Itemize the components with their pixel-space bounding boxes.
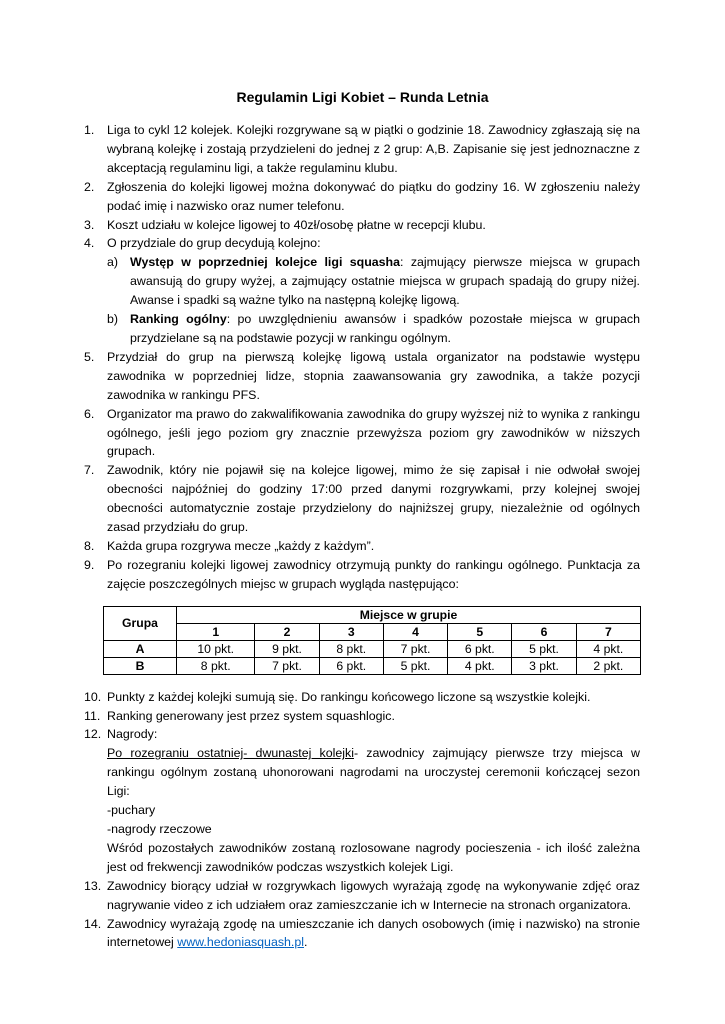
rule-item-8: [84, 537, 640, 556]
rule-text: Zawodnik, który nie pojawił się na kolejce ligowej, mimo że się zapisał i nie odwołał swojej obecności najpóźniej do godziny 17:00 przed danymi rozgrywkami, przy kolejnej swojej obecności automatycznie zostaje przydzielony do najniższej grupy, niezależnie od ogólnych zasad przydziału do grup.: [107, 463, 640, 535]
points-cell: 9 pkt.: [255, 640, 319, 657]
rules-list: [84, 121, 640, 952]
website-link[interactable]: www.hedoniasquash.pl: [177, 935, 305, 950]
rule-text: O przydziale do grup decydują kolejno:: [107, 236, 321, 251]
prizes-text: - zawodnicy zajmujący pierwsze trzy miejsca w rankingu ogólnym zostaną uhonorowani nagrodami na uroczystej ceremonii kończącej sezon Ligi:: [107, 746, 640, 799]
rule-item-6: [84, 405, 640, 462]
rule-number: 6.: [84, 406, 95, 421]
points-cell: 7 pkt.: [255, 657, 319, 674]
prize-line: -puchary: [107, 803, 156, 818]
table-header-row: [104, 606, 641, 623]
rule-text: Nagrody:: [107, 727, 158, 742]
sub-item-heading: Ranking ogólny: [130, 312, 227, 327]
rule-text: Zawodnicy wyrażają zgodę na umieszczanie ich danych osobowych (imię i nazwisko) na stronie internetowej: [107, 916, 640, 950]
consolation-prizes: Wśród pozostałych zawodników zostaną rozlosowane nagrody pocieszenia - ich ilość zależna jest od frekwencji zawodników podczas wszystkich kolejek Ligi.: [107, 840, 640, 874]
rule-number: 11.: [84, 708, 101, 723]
points-table-wrapper: [103, 606, 640, 675]
rule-text: Punkty z każdej kolejki sumują się. Do rankingu końcowego liczone są wszystkie kolejki.: [107, 689, 591, 704]
sub-item-letter: a): [107, 255, 119, 270]
points-cell: 6 pkt.: [319, 657, 383, 674]
points-cell: 8 pkt.: [319, 640, 383, 657]
rule-number: 1.: [84, 123, 95, 137]
rule-text-end: .: [304, 935, 308, 950]
rule-number: 12.: [84, 727, 102, 742]
place-number: 3: [319, 623, 383, 640]
sub-item-text: : zajmujący pierwsze miejsca w grupach awansują do grupy wyżej, a zajmujący ostatnie miejsca w grupach spadają do grupy niżej. Awanse i spadki są ważne tylko na następną kolejkę ligową.: [130, 255, 641, 308]
document-title: Regulamin Ligi Kobiet – Runda Letnia: [236, 89, 489, 105]
rule-item-9: [84, 556, 640, 594]
rule-text: Zgłoszenia do kolejki ligowej można dokonywać do piątku do godziny 16. W zgłoszeniu należy podać imię i nazwisko oraz numer telefonu.: [107, 179, 640, 213]
rule-number: 5.: [84, 349, 95, 364]
place-number: 5: [448, 623, 512, 640]
rule-item-10: [84, 688, 640, 707]
rule-number: 8.: [84, 538, 95, 553]
rule-item-2: [84, 178, 640, 216]
place-number: 6: [512, 623, 576, 640]
rule-number: 10.: [84, 689, 102, 704]
table-row: [104, 640, 641, 657]
points-cell: 2 pkt.: [576, 657, 640, 674]
rule-item-13: [84, 877, 640, 915]
sub-item-heading: Występ w poprzedniej kolejce ligi squasha: [130, 255, 401, 270]
sub-item-b: [107, 310, 640, 348]
rule-text: Koszt udziału w kolejce ligowej to 40zł/osobę płatne w recepcji klubu.: [107, 217, 486, 232]
table-header-place: Miejsce w grupie: [177, 606, 641, 623]
rule-item-7: [84, 461, 640, 537]
rule-text: Zawodnicy biorący udział w rozgrywkach ligowych wyrażają zgodę na wykonywanie zdjęć oraz nagrywanie video z ich udziałem oraz zamieszczanie ich w Internecie na stronach organizatora.: [107, 878, 640, 912]
sub-item-text: : po uwzględnieniu awansów i spadków pozostałe miejsca w grupach przydzielane są na podstawie pozycji w rankingu ogólnym.: [130, 312, 640, 345]
place-number: 4: [383, 623, 447, 640]
rule-item-12: [84, 725, 640, 876]
rule-number: 7.: [84, 463, 95, 478]
prizes-underlined: Po rozegraniu ostatniej- dwunastej kolejki: [107, 746, 354, 761]
rule-item-5: [84, 348, 640, 405]
points-cell: 3 pkt.: [512, 657, 576, 674]
rule-text: Organizator ma prawo do zakwalifikowania zawodnika do grupy wyższej niż to wynika z rankingu ogólnego, jeśli jego poziom gry znacznie przewyższa poziom gry zawodników w niższych grupach.: [107, 406, 640, 459]
rule-number: 9.: [84, 557, 95, 572]
rule-item-4: [84, 234, 640, 347]
rule-item-3: [84, 216, 640, 235]
rule-item-14: [84, 915, 640, 953]
rule-number: 13.: [84, 878, 102, 893]
points-cell: 8 pkt.: [177, 657, 255, 674]
rule-text: Przydział do grup na pierwszą kolejkę ligową ustala organizator na podstawie występu zawodnika w poprzedniej lidze, stopnia zaawansowania gry zawodnika, a także pozycji zawodnika w rankingu PFS.: [107, 349, 640, 402]
points-cell: 6 pkt.: [448, 640, 512, 657]
place-number: 7: [576, 623, 640, 640]
points-cell: 5 pkt.: [512, 640, 576, 657]
sub-item-letter: b): [107, 312, 119, 327]
points-cell: 4 pkt.: [448, 657, 512, 674]
rule-number: 2.: [84, 179, 95, 194]
rule-text: Każda grupa rozgrywa mecze „każdy z każdym”.: [107, 538, 375, 553]
table-header-group: Grupa: [104, 606, 177, 640]
rule-text: Liga to cykl 12 kolejek. Kolejki rozgrywane są w piątki o godzinie 18. Zawodnicy zgłaszają się na wybraną kolejkę i zostają przydzieleni do jednej z 2 grup: A,B. Zapisanie się jest jednoznaczne z akceptacją regulaminu ligi, a także regulaminu klubu.: [107, 123, 640, 175]
table-row: [104, 657, 641, 674]
group-label: A: [104, 640, 177, 657]
rule-text: Ranking generowany jest przez system squashlogic.: [107, 708, 395, 723]
prize-line: -nagrody rzeczowe: [107, 822, 212, 836]
place-number: 2: [255, 623, 319, 640]
points-table: [103, 606, 641, 675]
rule-text: Po rozegraniu kolejki ligowej zawodnicy otrzymują punkty do rankingu ogólnego. Punktacja za zajęcie poszczególnych miejsc w grupach wygląda następująco:: [107, 557, 640, 591]
points-cell: 5 pkt.: [383, 657, 447, 674]
points-cell: 7 pkt.: [383, 640, 447, 657]
group-label: B: [104, 657, 177, 674]
prizes-description: [107, 744, 640, 801]
sub-item-a: [107, 253, 640, 310]
place-number: 1: [177, 623, 255, 640]
table-header-places-row: [104, 623, 641, 640]
rule-number: 14.: [84, 916, 102, 931]
points-cell: 10 pkt.: [177, 640, 255, 657]
rule-number: 4.: [84, 236, 95, 251]
rule-item-11: [84, 707, 640, 726]
points-cell: 4 pkt.: [576, 640, 640, 657]
rule-item-1: [84, 121, 640, 178]
rule-number: 3.: [84, 217, 95, 232]
